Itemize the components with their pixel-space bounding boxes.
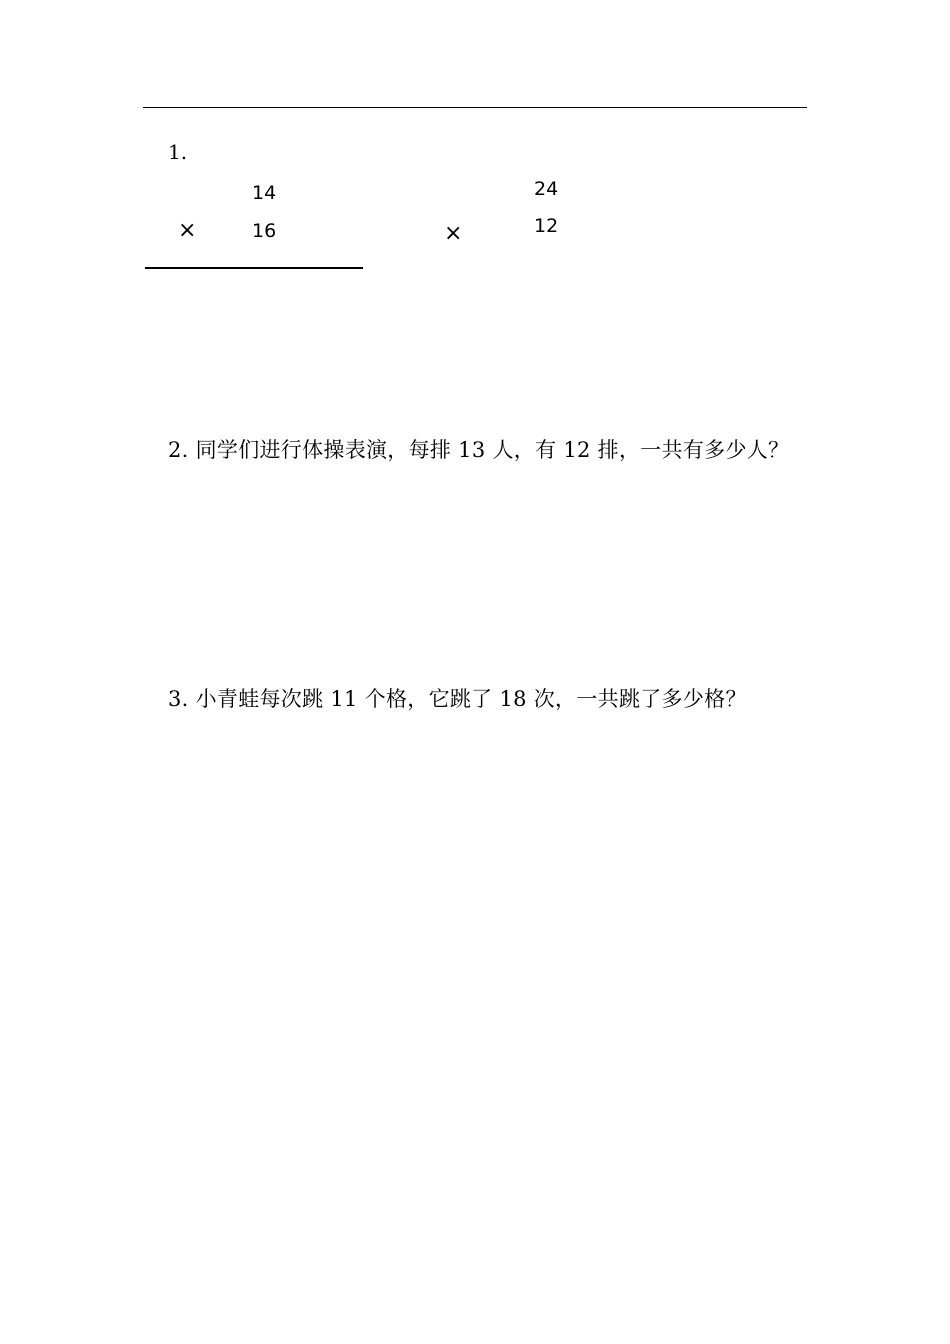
header-divider [143,107,807,108]
problem-2-text: 2. 同学们进行体操表演，每排 13 人，有 12 排，一共有多少人？ [168,438,790,462]
calc-b-multiplicand: 24 [534,178,559,200]
calc-a-multiplicand: 14 [252,182,277,204]
calc-a-multiplier: 16 [252,220,277,242]
calc-b-multiplier: 12 [534,215,559,237]
calc-a-multiply-sign: × [178,218,197,243]
problem-1-number: 1. [168,140,188,164]
calc-b-multiply-sign: × [444,221,463,246]
calc-a-underline [145,267,363,269]
problem-3-text: 3. 小青蛙每次跳 11 个格，它跳了 18 次，一共跳了多少格？ [168,687,747,711]
